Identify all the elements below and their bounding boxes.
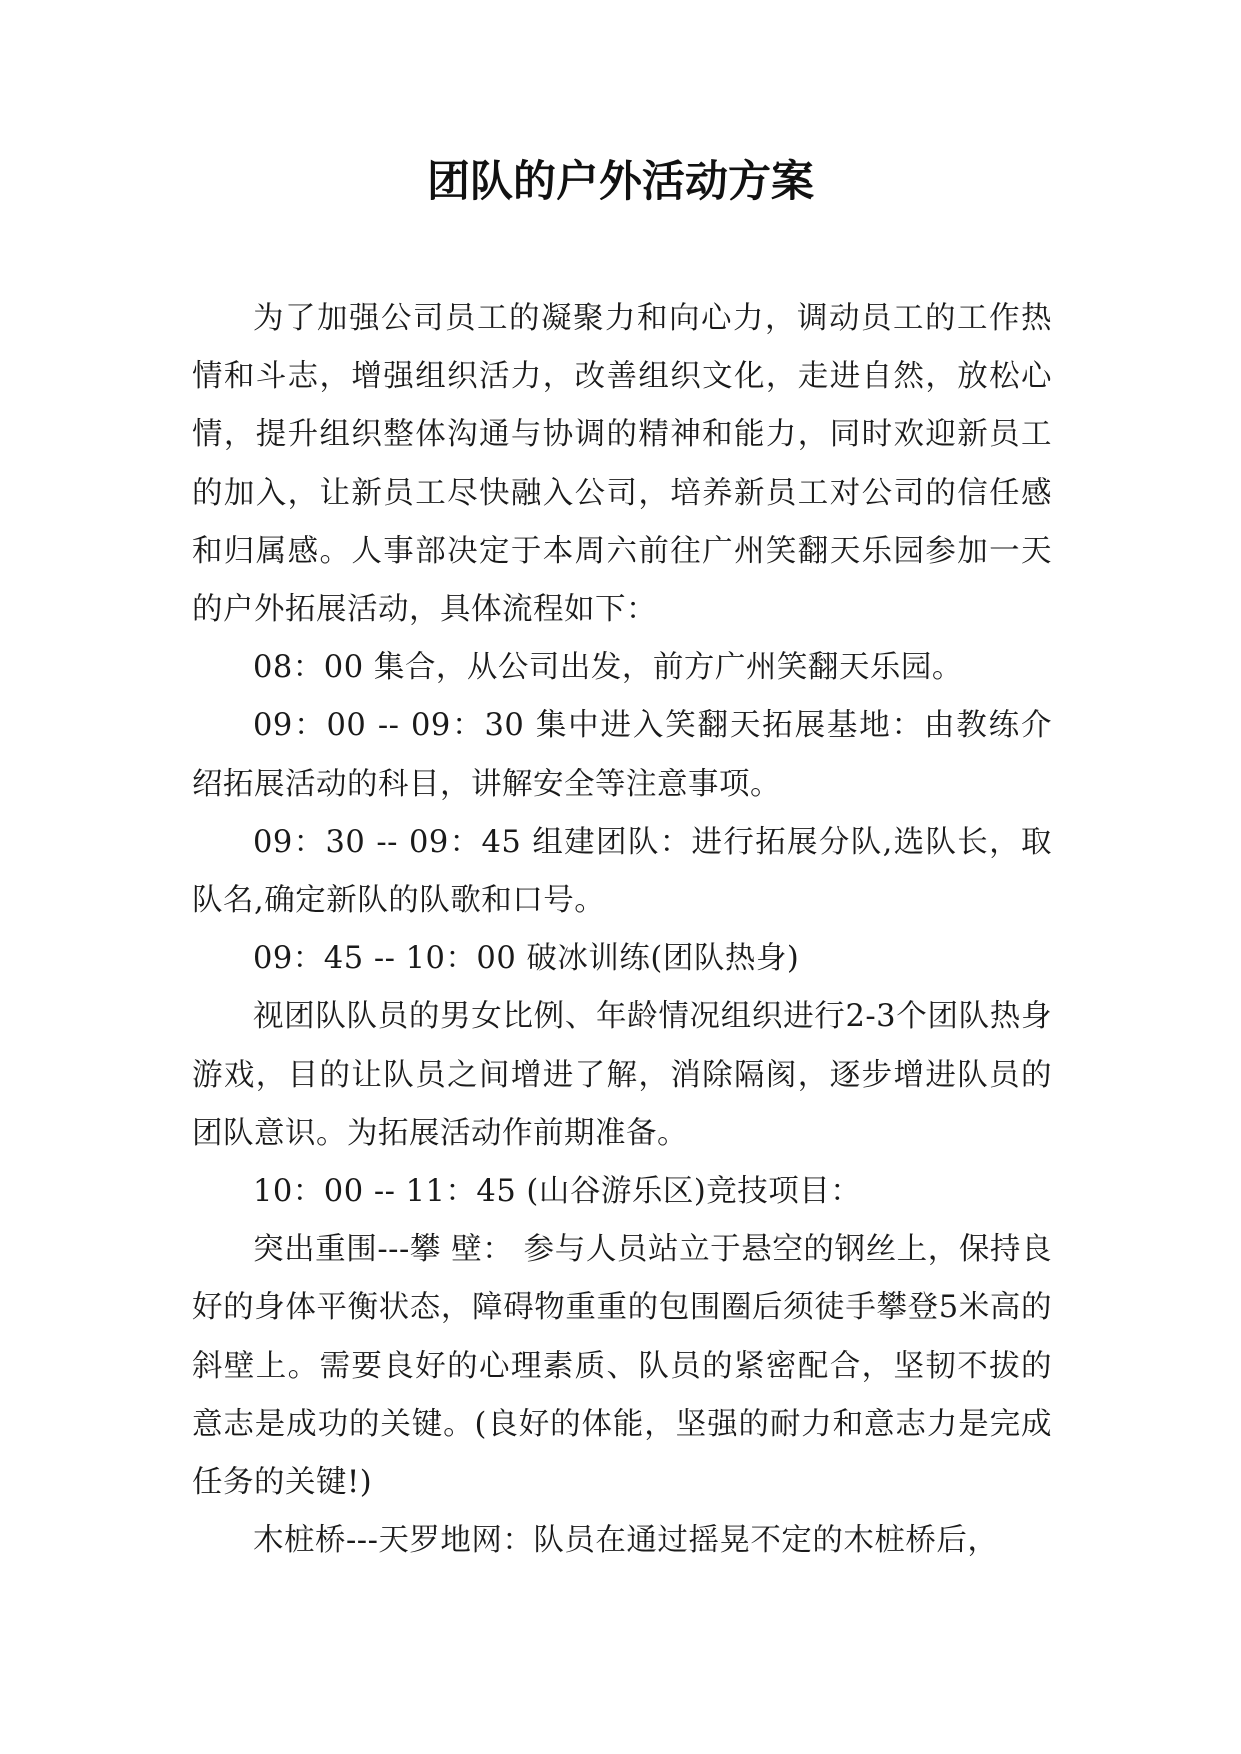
paragraph-wooden-bridge: 木桩桥---天罗地网：队员在通过摇晃不定的木桩桥后， (253, 1523, 999, 1559)
paragraph-schedule-0945: 09：45 -- 10：00 破冰训练(团队热身) (253, 941, 800, 977)
paragraph-intro: 为了加强公司员工的凝聚力和向心力，调动员工的工作热情和斗志，增强组织活力，改善组织文化，走进自然，放松心情，提升组织整体沟通与协调的精神和能力，同时欢迎新员工的加入，让新员工尽快融入公司，培养新员工对公司的信任感和归属感。人事部决定于本周六前往广州笑翻天乐园参加一天的户外拓展活动，具体流程如下： (192, 301, 1052, 628)
paragraph-schedule-0930: 09：30 -- 09：45 组建团队：进行拓展分队,选队长，取队名,确定新队的队歌和口号。 (192, 824, 1052, 919)
paragraph-climbing-wall: 突出重围---攀 壁： 参与人员站立于悬空的钢丝上，保持良好的身体平衡状态，障碍物重重的包围圈后须徒手攀登5米高的斜壁上。需要良好的心理素质、队员的紧密配合，坚韧不拔的意志是成功的关键。(良好的体能，坚强的耐力和意志力是完成任务的关键!) (192, 1232, 1052, 1501)
paragraph-schedule-0900: 09：00 -- 09：30 集中进入笑翻天拓展基地：由教练介绍拓展活动的科目，讲解安全等注意事项。 (192, 708, 1052, 802)
paragraph-warmup-detail: 视团队队员的男女比例、年龄情况组织进行2-3个团队热身游戏，目的让队员之间增进了解，消除隔阂，逐步增进队员的团队意识。为拓展活动作前期准备。 (192, 999, 1052, 1151)
paragraph-schedule-0800: 08：00 集合，从公司出发，前方广州笑翻天乐园。 (253, 650, 963, 686)
paragraph-schedule-1000: 10：00 -- 11：45 (山谷游乐区)竞技项目： (253, 1174, 862, 1210)
document-body (192, 290, 1052, 1570)
document-title: 团队的户外活动方案 (427, 157, 814, 207)
